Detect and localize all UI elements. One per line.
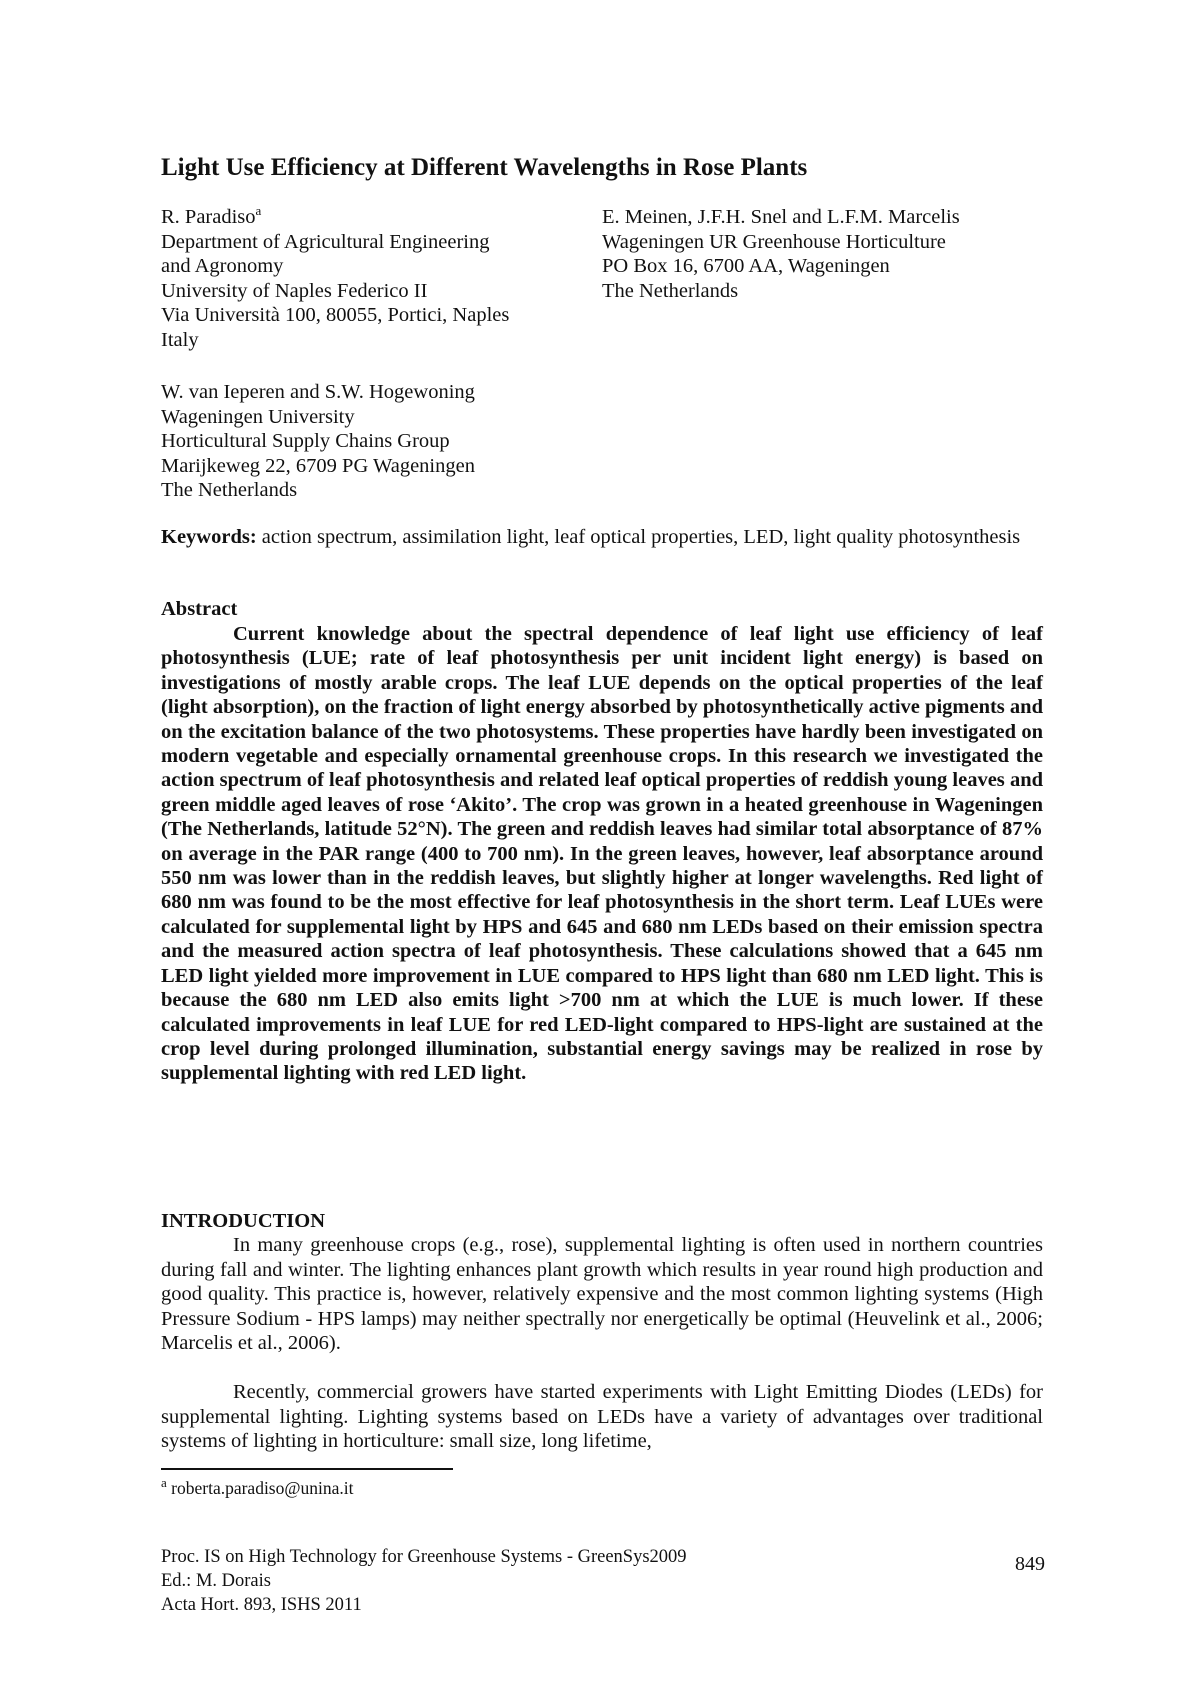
keywords-text: action spectrum, assimilation light, leaf optical properties, LED, light quality photosynthesis (261, 526, 1021, 548)
keywords-label: Keywords: (161, 526, 257, 548)
abstract-text: Current knowledge about the spectral dependence of leaf light use efficiency of leaf photosynthesis (LUE; rate of leaf photosynthesis per unit incident light energy) is based on investigations of mostly arable crops. The leaf LUE depends on the optical properties of the leaf (light absorption), on the fraction of light energy absorbed by photosynthetically active pigments and on the excitation balance of the two photosystems. These properties have hardly been investigated on modern vegetable and especially ornamental greenhouse crops. In this research we investigated the action spectrum of leaf photosynthesis and related leaf optical properties of reddish young leaves and green middle aged leaves of rose ‘Akito’. The crop was grown in a heated greenhouse in Wageningen (The Netherlands, latitude 52°N). The green and reddish leaves had similar total absorptance of 87% on average in the PAR range (400 to 700 nm). In the green leaves, however, leaf absorptance around 550 nm was lower than in the reddish leaves, but slightly higher at longer wavelengths. Red light of 680 nm was found to be the most effective for leaf photosynthesis in the short term. Leaf LUEs were calculated for supplemental light by HPS and 645 and 680 nm LEDs based on their emission spectra and the measured action spectra of leaf photosynthesis. These calculations showed that a 645 nm LED light yielded more improvement in LUE compared to HPS light than 680 nm LED light. This is because the 680 nm LED also emits light >700 nm at which the LUE is much lower. If these calculated improvements in leaf LUE for red LED-light compared to HPS-light are sustained at the crop level during prolonged illumination, substantial energy savings may be realized in rose by supplemental lighting with red LED light. (161, 623, 1043, 1085)
affiliation-line: The Netherlands (602, 279, 739, 302)
citation-line: Ed.: M. Dorais (161, 1571, 271, 1591)
abstract-heading: Abstract (161, 598, 238, 620)
affiliation-line: and Agronomy (161, 255, 284, 277)
footnote-marker: a (255, 203, 262, 219)
author-block-meinen (602, 205, 1043, 303)
author-block-paradiso (161, 205, 601, 352)
affiliation-line: Marijkeweg 22, 6709 PG Wageningen (161, 454, 475, 477)
author-name: W. van Ieperen and S.W. Hogewoning (161, 381, 475, 403)
affiliation-line: Italy (161, 328, 199, 351)
affiliation-line: Wageningen UR Greenhouse Horticulture (602, 230, 946, 253)
citation-line: Acta Hort. 893, ISHS 2011 (161, 1595, 362, 1615)
affiliation-line: Department of Agricultural Engineering (161, 230, 490, 253)
affiliation-line: Via Università 100, 80055, Portici, Naples (161, 304, 510, 326)
author-block-van-ieperen (161, 380, 761, 503)
author-name: E. Meinen, J.F.H. Snel and L.F.M. Marcelis (602, 206, 960, 228)
footnote-marker: a (161, 1475, 167, 1491)
affiliation-line: University of Naples Federico II (161, 279, 428, 302)
introduction-paragraph: Recently, commercial growers have started experiments with Light Emitting Diodes (LEDs) for supplemental lighting. Lighting systems based on LEDs have a variety of advantages over traditional systems of lighting in horticulture: small size, long lifetime, (161, 1381, 1043, 1452)
page-number: 849 (1015, 1553, 1045, 1575)
affiliation-line: PO Box 16, 6700 AA, Wageningen (602, 255, 890, 277)
affiliation-line: Wageningen University (161, 405, 355, 428)
keywords (161, 525, 1077, 550)
author-name: R. Paradiso$^a$ (161, 203, 262, 228)
footnote-divider (161, 1468, 453, 1470)
affiliation-line: Horticultural Supply Chains Group (161, 430, 450, 452)
introduction-paragraph: In many greenhouse crops (e.g., rose), supplemental lighting is often used in northern countries during fall and winter. The lighting enhances plant growth which results in year round high production and good quality. This practice is, however, relatively expensive and the most common lighting systems (High Pressure Sodium - HPS lamps) may neither spectrally nor energetically be optimal (Heuvelink et al., 2006; Marcelis et al., 2006). (161, 1234, 1043, 1354)
citation-line: Proc. IS on High Technology for Greenhouse Systems - GreenSys2009 (161, 1547, 687, 1567)
introduction-heading: INTRODUCTION (161, 1210, 326, 1232)
paper-title: Light Use Efficiency at Different Wavelengths in Rose Plants (161, 154, 808, 181)
footnote-email: roberta.paradiso@unina.it (171, 1478, 354, 1498)
affiliation-line: The Netherlands (161, 479, 298, 501)
footnote (161, 1477, 1043, 1499)
proceedings-citation (161, 1545, 861, 1617)
